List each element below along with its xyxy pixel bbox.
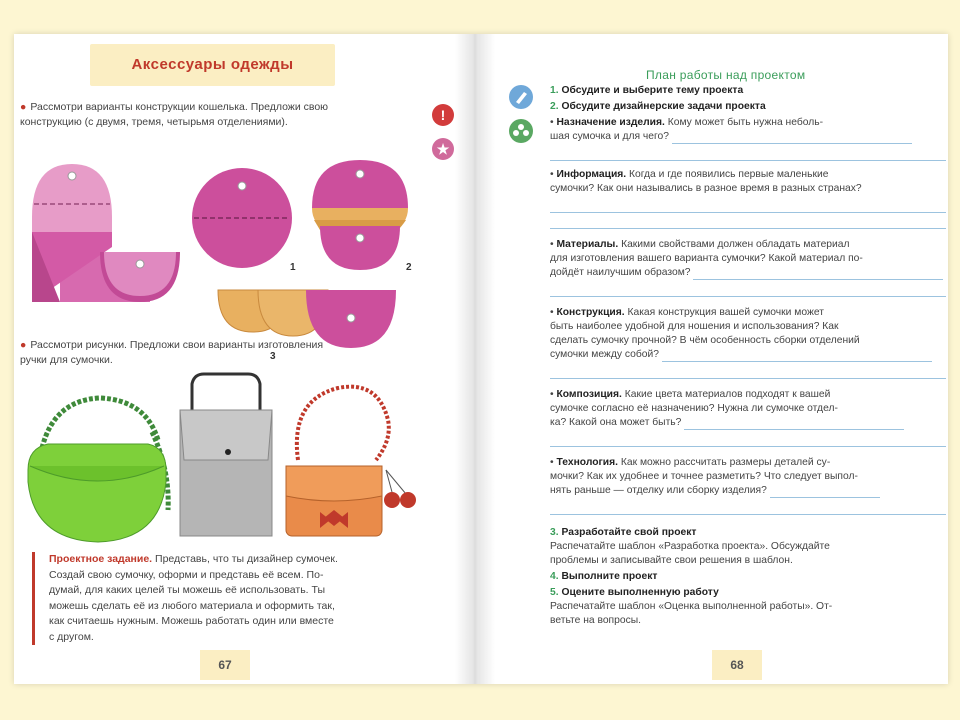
page-title-left: Аксессуары одежды [90,44,335,86]
answer-line[interactable] [550,212,946,213]
question-information: • Информация. Когда и где появились первые маленькие сумочки? Как они назывались в разное время в разных странах? [550,169,862,194]
step-5: 5. Оцените выполненную работу Распечатайте шаблон «Оценка выполненной работы». От- ветьте на вопросы. [550,587,833,626]
purse-constructions-figure [20,152,430,362]
purse-folded [32,164,180,302]
answer-line[interactable] [550,446,946,447]
page-title-right: План работы над проектом [646,68,806,82]
star-icon: ★ [432,138,454,160]
bullet-icon: ● [20,101,27,113]
answer-line[interactable] [550,228,946,229]
purse-round-2 [312,160,408,270]
answer-line[interactable] [550,296,946,297]
question-purpose: • Назначение изделия. Кому может быть нужна неболь- шая сумочка и для чего? [550,116,946,144]
pencil-icon [508,84,534,110]
figure-label-3: 3 [270,351,276,362]
orange-bag [286,387,416,536]
exclamation-icon: ! [432,104,454,126]
left-page [14,34,454,684]
project-task: Проектное задание. Представь, что ты дизайнер сумочек. Создай свою сумочку, оформи и представь её всем. По- думай, для каких целей ты можешь её использовать. Ты можешь сделать её из любого материала и оформить так, как считаешь нужным. Можешь работать один или вместе с другом. [32,552,449,645]
team-icon [508,118,534,144]
purse-round-1 [192,168,292,268]
figure-label-2: 2 [406,262,412,273]
book-gutter [455,34,495,684]
grey-bag [180,374,272,536]
answer-line[interactable] [550,160,946,161]
step-3: 3. Разработайте свой проект Распечатайте шаблон «Разработка проекта». Обсуждайте проблемы и записывайте свои решения в шаблон. [550,527,830,566]
handbags-figure [20,370,440,550]
page-number-left: 67 [200,650,250,680]
task-handle: ● Рассмотри рисунки. Предложи свои варианты изготовления ручки для сумочки. [20,339,324,366]
green-bag [28,398,168,542]
page-number-right: 68 [712,650,762,680]
task-purse: ● Рассмотри варианты конструкции кошелька. Предложи свою конструкцию (с двумя, тремя, четырьмя отделениями). [20,101,329,128]
step-4: 4. Выполните проект [550,571,658,582]
right-page [496,34,948,684]
answer-line[interactable] [550,378,946,379]
question-materials: • Материалы. Какими свойствами должен обладать материал для изготовления вашего варианта сумочки? Какой материал по- дойдёт наилучшим образом? [550,238,946,280]
question-technology: • Технология. Как можно рассчитать размеры деталей су- мочки? Как их удобнее и точнее разметить? Что следует выпол- нять раньше — отделку или сборку изделия? [550,456,946,498]
figure-label-1: 1 [290,262,296,273]
step-1: 1. Обсудите и выберите тему проекта [550,85,744,96]
question-construction: • Конструкция. Какая конструкция вашей сумочки может быть наиболее удобной для ношения и использования? Как сделать сумочку прочной? В чём особенность сборки отделений сумочки между собой? [550,306,946,362]
step-2: 2. Обсудите дизайнерские задачи проекта [550,101,766,112]
bullet-icon: ● [20,339,27,351]
answer-line[interactable] [550,514,946,515]
question-composition: • Композиция. Какие цвета материалов подходят к вашей сумочке согласно её назначению? Нужна ли сумочке отдел- ка? Какой она может быть? [550,388,946,430]
